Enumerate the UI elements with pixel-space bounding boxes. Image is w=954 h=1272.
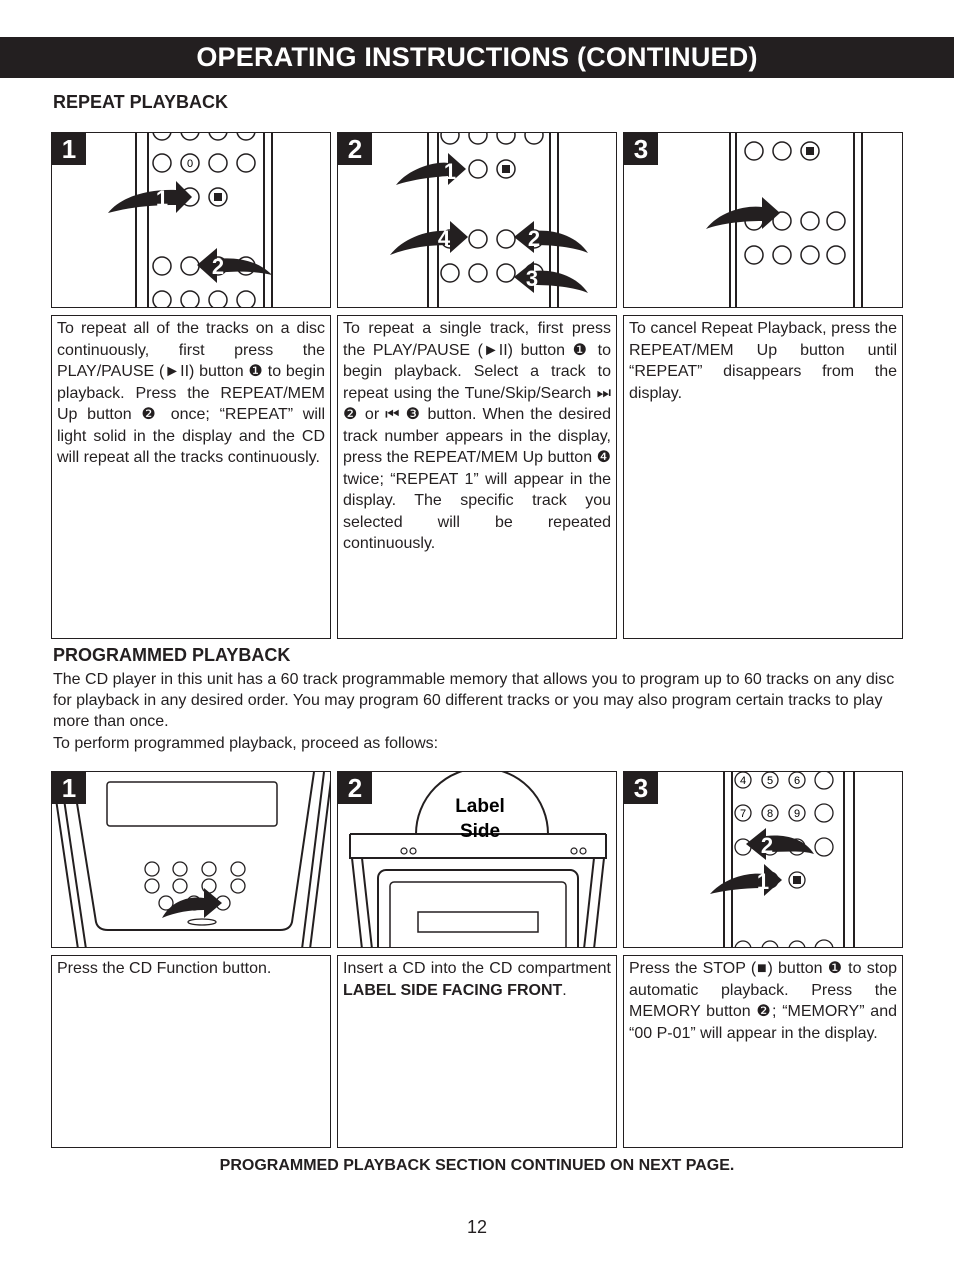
label-side-line2: Side xyxy=(459,821,501,842)
step-number-badge: 3 xyxy=(624,772,658,804)
digit-key-8: 8 xyxy=(766,808,774,820)
step-2-text-end: . xyxy=(562,981,567,999)
callout-1: 1 xyxy=(443,159,457,184)
program-step-3-illustration xyxy=(623,771,903,948)
program-step-2-text xyxy=(337,955,617,1148)
page-banner: OPERATING INSTRUCTIONS (CONTINUED) xyxy=(0,37,954,78)
remote-illustration xyxy=(624,133,903,308)
programmed-playback-proceed: To perform programmed playback, proceed as follows: xyxy=(53,735,439,752)
continued-note: PROGRAMMED PLAYBACK SECTION CONTINUED ON NEXT PAGE. xyxy=(219,1157,735,1174)
step-2-text-plain: Insert a CD into the CD compartment xyxy=(343,960,611,977)
digit-key-4: 4 xyxy=(739,775,747,787)
digit-key-7: 7 xyxy=(739,808,747,820)
label-side-facing-front: LABEL SIDE FACING FRONT xyxy=(343,981,563,999)
step-number-badge: 3 xyxy=(624,133,658,165)
repeat-step-1-illustration xyxy=(51,132,331,308)
callout-2: 2 xyxy=(211,254,225,279)
digit-key-5: 5 xyxy=(766,775,774,787)
program-step-1-illustration xyxy=(51,771,331,948)
program-step-1-text: Press the CD Function button. xyxy=(51,955,331,1148)
callout-3: 3 xyxy=(525,266,539,291)
arrow-icon xyxy=(710,864,782,896)
cd-insert-illustration xyxy=(338,772,617,948)
program-step-2-illustration xyxy=(337,771,617,948)
repeat-step-2-illustration xyxy=(337,132,617,308)
repeat-step-1-text: To repeat all of the tracks on a disc continuously, first press the PLAY/PAUSE (►II) button ❶ to begin playback. Press the REPEAT/MEM Up button ❷ once; “REPEAT” will light solid in the display and the CD will repeat all the tracks continuously. xyxy=(51,315,331,639)
repeat-playback-heading: REPEAT PLAYBACK xyxy=(53,92,229,112)
programmed-playback-intro: The CD player in this unit has a 60 track programmable memory that allows you to program up to 60 tracks on any disc for playback in any desired order. You may program 60 different tracks or you may also program certain tracks to play more than once. xyxy=(53,671,895,730)
remote-illustration xyxy=(624,772,903,948)
programmed-playback-heading: PROGRAMMED PLAYBACK xyxy=(53,645,291,665)
arrow-icon xyxy=(746,828,814,860)
remote-illustration xyxy=(338,133,617,308)
repeat-step-2-text: To repeat a single track, first press the PLAY/PAUSE (►II) button ❶ to begin playback. Select a track to repeat using the Tune/Skip/Search ⏭ ❷ or ⏮ ❸ button. When the desired track number appears in the display, press the REPEAT/MEM Up button ❹ twice; “REPEAT 1” will appear in the display. The specific track you selected will be repeated continuously. xyxy=(337,315,617,639)
page-number: 12 xyxy=(466,1217,488,1237)
callout-1: 1 xyxy=(756,869,770,894)
step-number-badge: 2 xyxy=(338,772,372,804)
arrow-icon xyxy=(108,181,192,213)
arrow-icon xyxy=(197,248,272,283)
callout-1: 1 xyxy=(155,186,169,211)
zero-key-label: 0 xyxy=(186,158,194,170)
arrow-icon xyxy=(706,197,780,229)
digit-key-9: 9 xyxy=(793,808,801,820)
unit-illustration xyxy=(52,772,331,948)
program-step-3-text: Press the STOP (■) button ❶ to stop automatic playback. Press the MEMORY button ❷; “MEMORY” and “00 P-01” will appear in the display. xyxy=(623,955,903,1148)
callout-2: 2 xyxy=(527,226,541,251)
step-number-badge: 2 xyxy=(338,133,372,165)
step-number-badge: 1 xyxy=(52,772,86,804)
callout-2: 2 xyxy=(760,833,774,858)
repeat-step-3-text: To cancel Repeat Playback, press the REPEAT/MEM Up button until “REPEAT” disappears from the display. xyxy=(623,315,903,639)
step-number-badge: 1 xyxy=(52,133,86,165)
callout-4: 4 xyxy=(437,226,451,251)
label-side-line1: Label xyxy=(455,796,505,817)
digit-key-6: 6 xyxy=(793,775,801,787)
remote-illustration xyxy=(52,133,331,308)
repeat-step-3-illustration xyxy=(623,132,903,308)
